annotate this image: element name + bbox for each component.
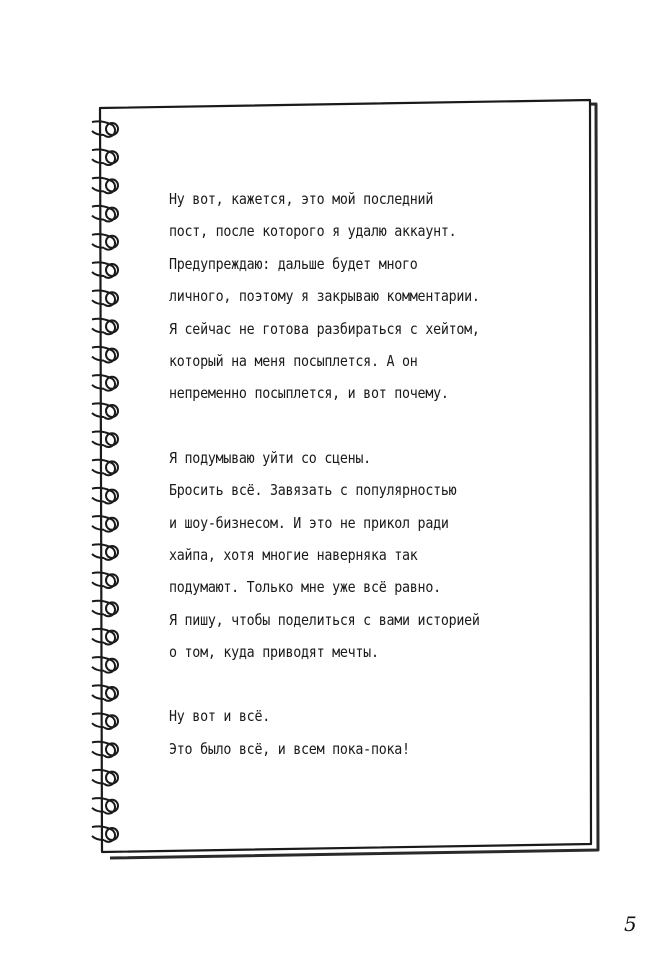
paragraph-1 — [169, 183, 513, 410]
text-line: Предупреждаю: дальше будет много — [169, 254, 418, 273]
text-line: подумают. Только мне уже всё равно. — [169, 578, 441, 597]
text-line: который на меня посыплется. А он — [169, 351, 418, 370]
paragraph-2 — [169, 442, 513, 669]
text-line: Ну вот, кажется, это мой последний — [169, 190, 434, 208]
text-line: Ну вот и всё. — [169, 707, 270, 726]
text-line: непременно посыплется, и вот почему. — [169, 384, 449, 403]
text-line: Я сейчас не готова разбираться с хейтом, — [169, 319, 480, 338]
text-line: Бросить всё. Завязать с популярностью — [169, 481, 457, 500]
text-line: личного, поэтому я закрываю комментарии. — [169, 287, 480, 306]
text-line: Я подумываю уйти со сцены. — [169, 448, 371, 467]
text-line: Я пишу, чтобы поделиться с вами историей — [169, 610, 480, 629]
text-line: пост, после которого я удалю аккаунт. — [169, 222, 457, 241]
notebook-text — [169, 183, 513, 765]
paragraph-3 — [169, 700, 513, 765]
text-line: Это было всё, и всем пока-пока! — [169, 739, 410, 758]
text-line: о том, куда приводят мечты. — [169, 643, 379, 662]
page-number: 5 — [624, 912, 637, 936]
text-line: хайпа, хотя многие наверняка так — [169, 545, 418, 564]
text-line: и шоу-бизнесом. И это не прикол ради — [169, 513, 449, 532]
